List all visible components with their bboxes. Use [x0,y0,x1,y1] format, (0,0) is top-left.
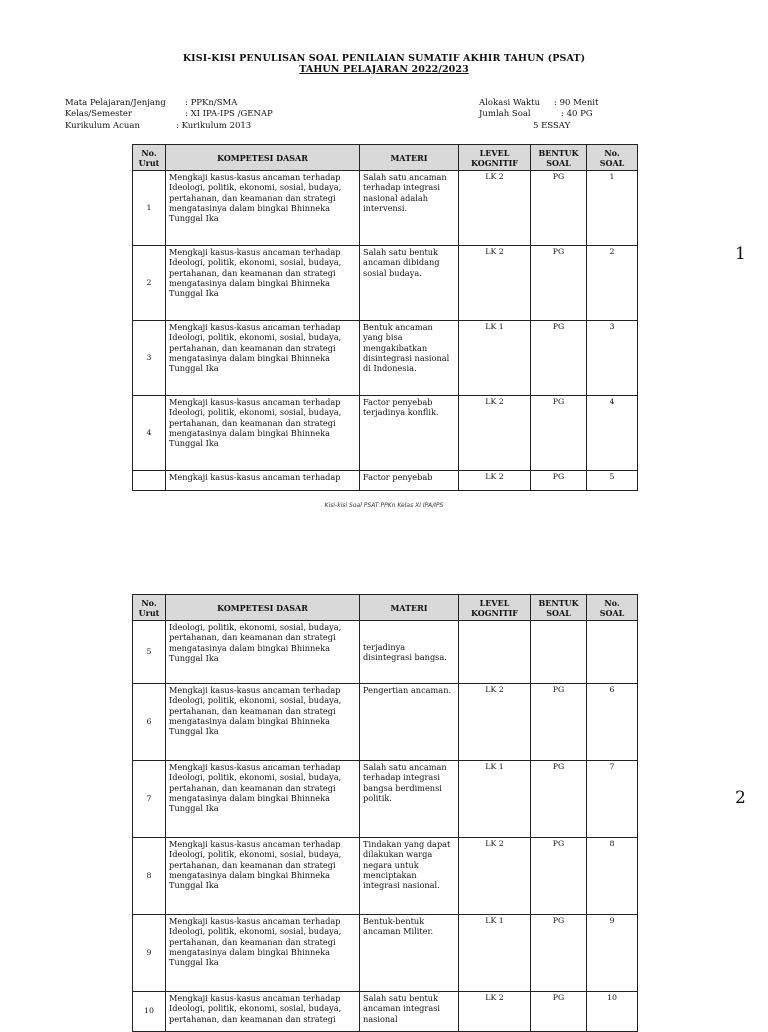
cell-bentuk-soal: PG [531,761,587,838]
cell-materi: Tindakan yang dapat dilakukan warga negara untuk menciptakan integrasi nasional. [360,838,459,915]
cell-no-urut: 7 [133,761,166,838]
cell-level-kognitif: LK 1 [459,915,531,992]
col-no-urut: No. Urut [133,145,166,171]
cell-no-soal: 8 [587,838,638,915]
cell-kompetensi-dasar: Mengkaji kasus-kasus ancaman terhadap Ideologi, politik, ekonomi, sosial, budaya, pertahanan, dan keamanan dan strategi [166,992,360,1032]
cell-level-kognitif: LK 1 [459,321,531,396]
cell-materi: Bentuk ancaman yang bisa mengakibatkan disintegrasi nasional di Indonesia. [360,321,459,396]
table-row [133,246,638,321]
cell-bentuk-soal: PG [531,471,587,491]
page-number-1: 1 [735,244,746,264]
table-row [133,761,638,838]
cell-no-soal: 3 [587,321,638,396]
doc-title-line2: TAHUN PELAJARAN 2022/2023 [299,64,469,75]
page-footer: Kisi-kisi Soal PSAT PPKn Kelas XI IPA/IPS [324,502,444,509]
cell-no-urut: 4 [133,396,166,471]
cell-bentuk-soal: PG [531,321,587,396]
cell-kompetensi-dasar: Mengkaji kasus-kasus ancaman terhadap Ideologi, politik, ekonomi, sosial, budaya, pertahanan, dan keamanan dan strategi mengatasinya dalam bingkai Bhinneka Tunggal Ika [166,396,360,471]
cell-kompetensi-dasar: Mengkaji kasus-kasus ancaman terhadap Ideologi, politik, ekonomi, sosial, budaya, pertahanan, dan keamanan dan strategi mengatasinya dalam bingkai Bhinneka Tunggal Ika [166,171,360,246]
col-materi: MATERI [360,145,459,171]
cell-materi: Salah satu ancaman terhadap integrasi nasional adalah intervensi. [360,171,459,246]
cell-bentuk-soal: PG [531,396,587,471]
cell-materi: Salah satu ancaman terhadap integrasi bangsa berdimensi politik. [360,761,459,838]
table-row [133,992,638,1032]
cell-bentuk-soal: PG [531,684,587,761]
cell-no-soal: 6 [587,684,638,761]
mapel-label: Mata Pelajaran/Jenjang [65,98,166,108]
alokasi-label: Alokasi Waktu [479,98,541,108]
essay-value: 5 ESSAY [533,121,571,131]
cell-materi: Factor penyebab [360,471,459,491]
cell-materi: Salah satu bentuk ancaman dibidang sosial budaya. [360,246,459,321]
cell-no-soal: 4 [587,396,638,471]
cell-level-kognitif: LK 2 [459,246,531,321]
cell-bentuk-soal: PG [531,915,587,992]
cell-no-urut: 10 [133,992,166,1032]
cell-materi: Salah satu bentuk ancaman integrasi nasional [360,992,459,1032]
kurikulum-label: Kurikulum Acuan [65,121,140,131]
cell-no-urut [133,471,166,491]
cell-bentuk-soal: PG [531,992,587,1032]
cell-no-urut: 6 [133,684,166,761]
col-level-kognitif: LEVEL KOGNITIF [459,595,531,621]
cell-level-kognitif: LK 2 [459,396,531,471]
cell-level-kognitif: LK 2 [459,838,531,915]
cell-kompetensi-dasar: Mengkaji kasus-kasus ancaman terhadap Ideologi, politik, ekonomi, sosial, budaya, pertahanan, dan keamanan dan strategi mengatasinya dalam bingkai Bhinneka Tunggal Ika [166,684,360,761]
col-no-urut: No. Urut [133,595,166,621]
cell-kompetensi-dasar: Mengkaji kasus-kasus ancaman terhadap Ideologi, politik, ekonomi, sosial, budaya, pertahanan, dan keamanan dan strategi mengatasinya dalam bingkai Bhinneka Tunggal Ika [166,321,360,396]
cell-level-kognitif: LK 1 [459,761,531,838]
cell-no-soal [587,621,638,684]
col-no-soal: No. SOAL [587,595,638,621]
doc-title-line1: KISI-KISI PENULISAN SOAL PENILAIAN SUMATIF AKHIR TAHUN (PSAT) [182,53,586,64]
cell-no-soal: 7 [587,761,638,838]
cell-kompetensi-dasar: Mengkaji kasus-kasus ancaman terhadap Ideologi, politik, ekonomi, sosial, budaya, pertahanan, dan keamanan dan strategi mengatasinya dalam bingkai Bhinneka Tunggal Ika [166,915,360,992]
cell-level-kognitif: LK 2 [459,992,531,1032]
cell-kompetensi-dasar: Mengkaji kasus-kasus ancaman terhadap Ideologi, politik, ekonomi, sosial, budaya, pertahanan, dan keamanan dan strategi mengatasinya dalam bingkai Bhinneka Tunggal Ika [166,761,360,838]
table-row [133,621,638,684]
cell-materi: Bentuk-bentuk ancaman Militer. [360,915,459,992]
cell-no-soal: 9 [587,915,638,992]
cell-level-kognitif: LK 2 [459,471,531,491]
kelas-label: Kelas/Semester [65,109,132,119]
cell-no-urut: 5 [133,621,166,684]
col-bentuk-soal: BENTUK SOAL [531,145,587,171]
page-number-2: 2 [735,788,746,808]
cell-kompetensi-dasar: Mengkaji kasus-kasus ancaman terhadap Ideologi, politik, ekonomi, sosial, budaya, pertahanan, dan keamanan dan strategi mengatasinya dalam bingkai Bhinneka Tunggal Ika [166,246,360,321]
cell-no-soal: 1 [587,171,638,246]
cell-no-urut: 2 [133,246,166,321]
cell-no-urut: 8 [133,838,166,915]
table-row [133,471,638,491]
cell-no-soal: 10 [587,992,638,1032]
cell-level-kognitif: LK 2 [459,684,531,761]
cell-no-soal: 5 [587,471,638,491]
table-row [133,396,638,471]
cell-bentuk-soal [531,621,587,684]
mapel-value: : PPKn/SMA [185,98,238,108]
table-row [133,915,638,992]
cell-no-urut: 3 [133,321,166,396]
cell-no-soal: 2 [587,246,638,321]
col-no-soal: No. SOAL [587,145,638,171]
cell-bentuk-soal: PG [531,171,587,246]
cell-level-kognitif [459,621,531,684]
table-row [133,321,638,396]
kelas-value: : XI IPA-IPS /GENAP [185,109,273,119]
cell-materi: terjadinya disintegrasi bangsa. [360,621,459,684]
kisi-table-page1 [132,144,638,491]
cell-materi: Factor penyebab terjadinya konflik. [360,396,459,471]
alokasi-value: : 90 Menit [554,98,599,108]
col-kompetensi-dasar: KOMPETESI DASAR [166,145,360,171]
cell-bentuk-soal: PG [531,838,587,915]
jumlah-label: Jumlah Soal [479,109,531,119]
table-row [133,171,638,246]
kurikulum-value: : Kurikulum 2013 [176,121,252,131]
cell-kompetensi-dasar: Mengkaji kasus-kasus ancaman terhadap Ideologi, politik, ekonomi, sosial, budaya, pertahanan, dan keamanan dan strategi mengatasinya dalam bingkai Bhinneka Tunggal Ika [166,838,360,915]
cell-materi: Pengertian ancaman. [360,684,459,761]
jumlah-value: : 40 PG [561,109,593,119]
col-bentuk-soal: BENTUK SOAL [531,595,587,621]
col-level-kognitif: LEVEL KOGNITIF [459,145,531,171]
table-row [133,684,638,761]
cell-kompetensi-dasar: Ideologi, politik, ekonomi, sosial, budaya, pertahanan, dan keamanan dan strategi mengatasinya dalam bingkai Bhinneka Tunggal Ika [166,621,360,684]
table-row [133,838,638,915]
cell-kompetensi-dasar: Mengkaji kasus-kasus ancaman terhadap [166,471,360,491]
col-materi: MATERI [360,595,459,621]
cell-bentuk-soal: PG [531,246,587,321]
col-kompetensi-dasar: KOMPETESI DASAR [166,595,360,621]
cell-level-kognitif: LK 2 [459,171,531,246]
kisi-table-page2 [132,594,638,1032]
cell-no-urut: 9 [133,915,166,992]
cell-no-urut: 1 [133,171,166,246]
